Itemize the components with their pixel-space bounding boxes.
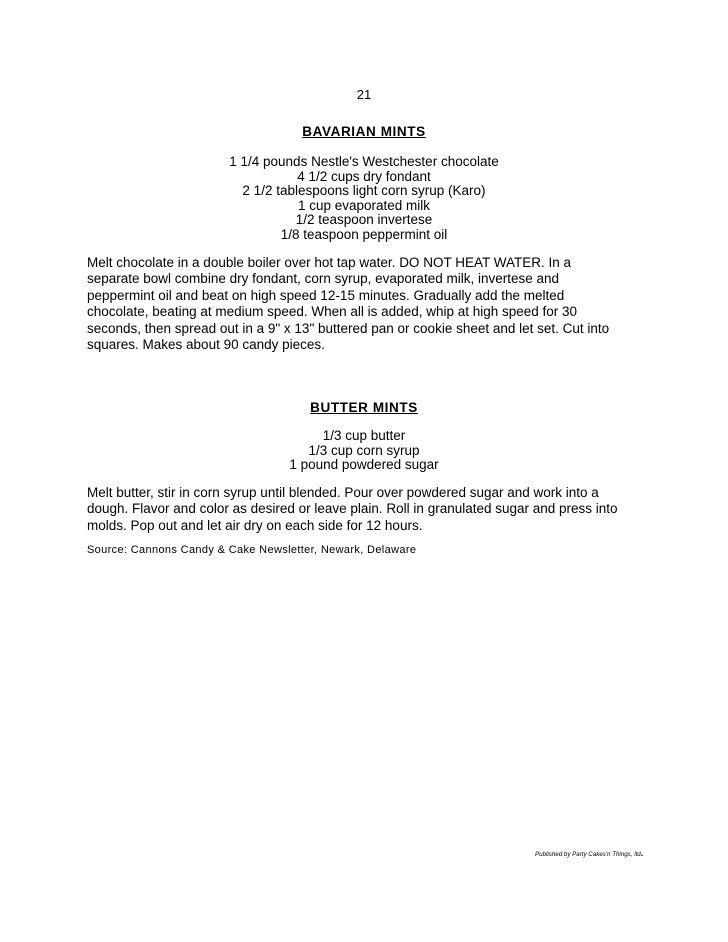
directions-line: molds. Pop out and let air dry on each side for 12 hours. [87,517,423,533]
publisher-footer [535,848,643,858]
source-citation: Source: Cannons Candy & Cake Newsletter, Newark, Delaware [87,544,417,556]
ingredient-item: 1/2 teaspoon invertese [295,212,433,228]
directions-line: seconds, then spread out in a 9" x 13" buttered pan or cookie sheet and let set. Cut into [87,320,610,336]
ingredient-item: 1/3 cup corn syrup [308,442,420,458]
directions-line: squares. Makes about 90 candy pieces. [87,337,325,353]
page-number: 21 [356,87,372,102]
directions-line: chocolate, beating at medium speed. When all is added, whip at high speed for 30 [87,304,578,320]
directions-line: Melt butter, stir in corn syrup until blended. Pour over powdered sugar and work into a [87,485,599,500]
ingredient-item: 1 cup evaporated milk [297,197,431,213]
ingredient-list-butter-mints [0,429,728,473]
ingredient-item: 1/3 cup butter [322,428,406,443]
ingredient-item: 1 1/4 pounds Nestle's Westchester chocolate [229,154,499,169]
ingredient-item: 1 pound powdered sugar [289,457,439,473]
recipe-title-bavarian-mints: BAVARIAN MINTS [302,124,426,139]
directions-bavarian-mints [87,255,647,353]
ingredient-item: 4 1/2 cups dry fondant [297,168,431,184]
ingredient-item: 1/8 teaspoon peppermint oil [280,226,448,242]
directions-line: dough. Flavor and color as desired or leave plain. Roll in granulated sugar and press into [87,501,618,517]
directions-butter-mints [87,485,647,534]
ingredient-item: 2 1/2 tablespoons light corn syrup (Karo) [242,183,486,199]
ingredient-list-bavarian-mints [0,155,728,243]
directions-line: separate bowl combine dry fondant, corn syrup, evaporated milk, invertese and [87,271,560,287]
publisher-mark: . [640,848,644,858]
publisher-text: Published by Party Cakes'n Things, ltd [535,851,641,858]
directions-line: Melt chocolate in a double boiler over hot tap water. DO NOT HEAT WATER. In a [87,255,571,270]
recipe-title-butter-mints: BUTTER MINTS [310,400,418,415]
directions-line: peppermint oil and beat on high speed 12-15 minutes. Gradually add the melted [87,287,565,303]
